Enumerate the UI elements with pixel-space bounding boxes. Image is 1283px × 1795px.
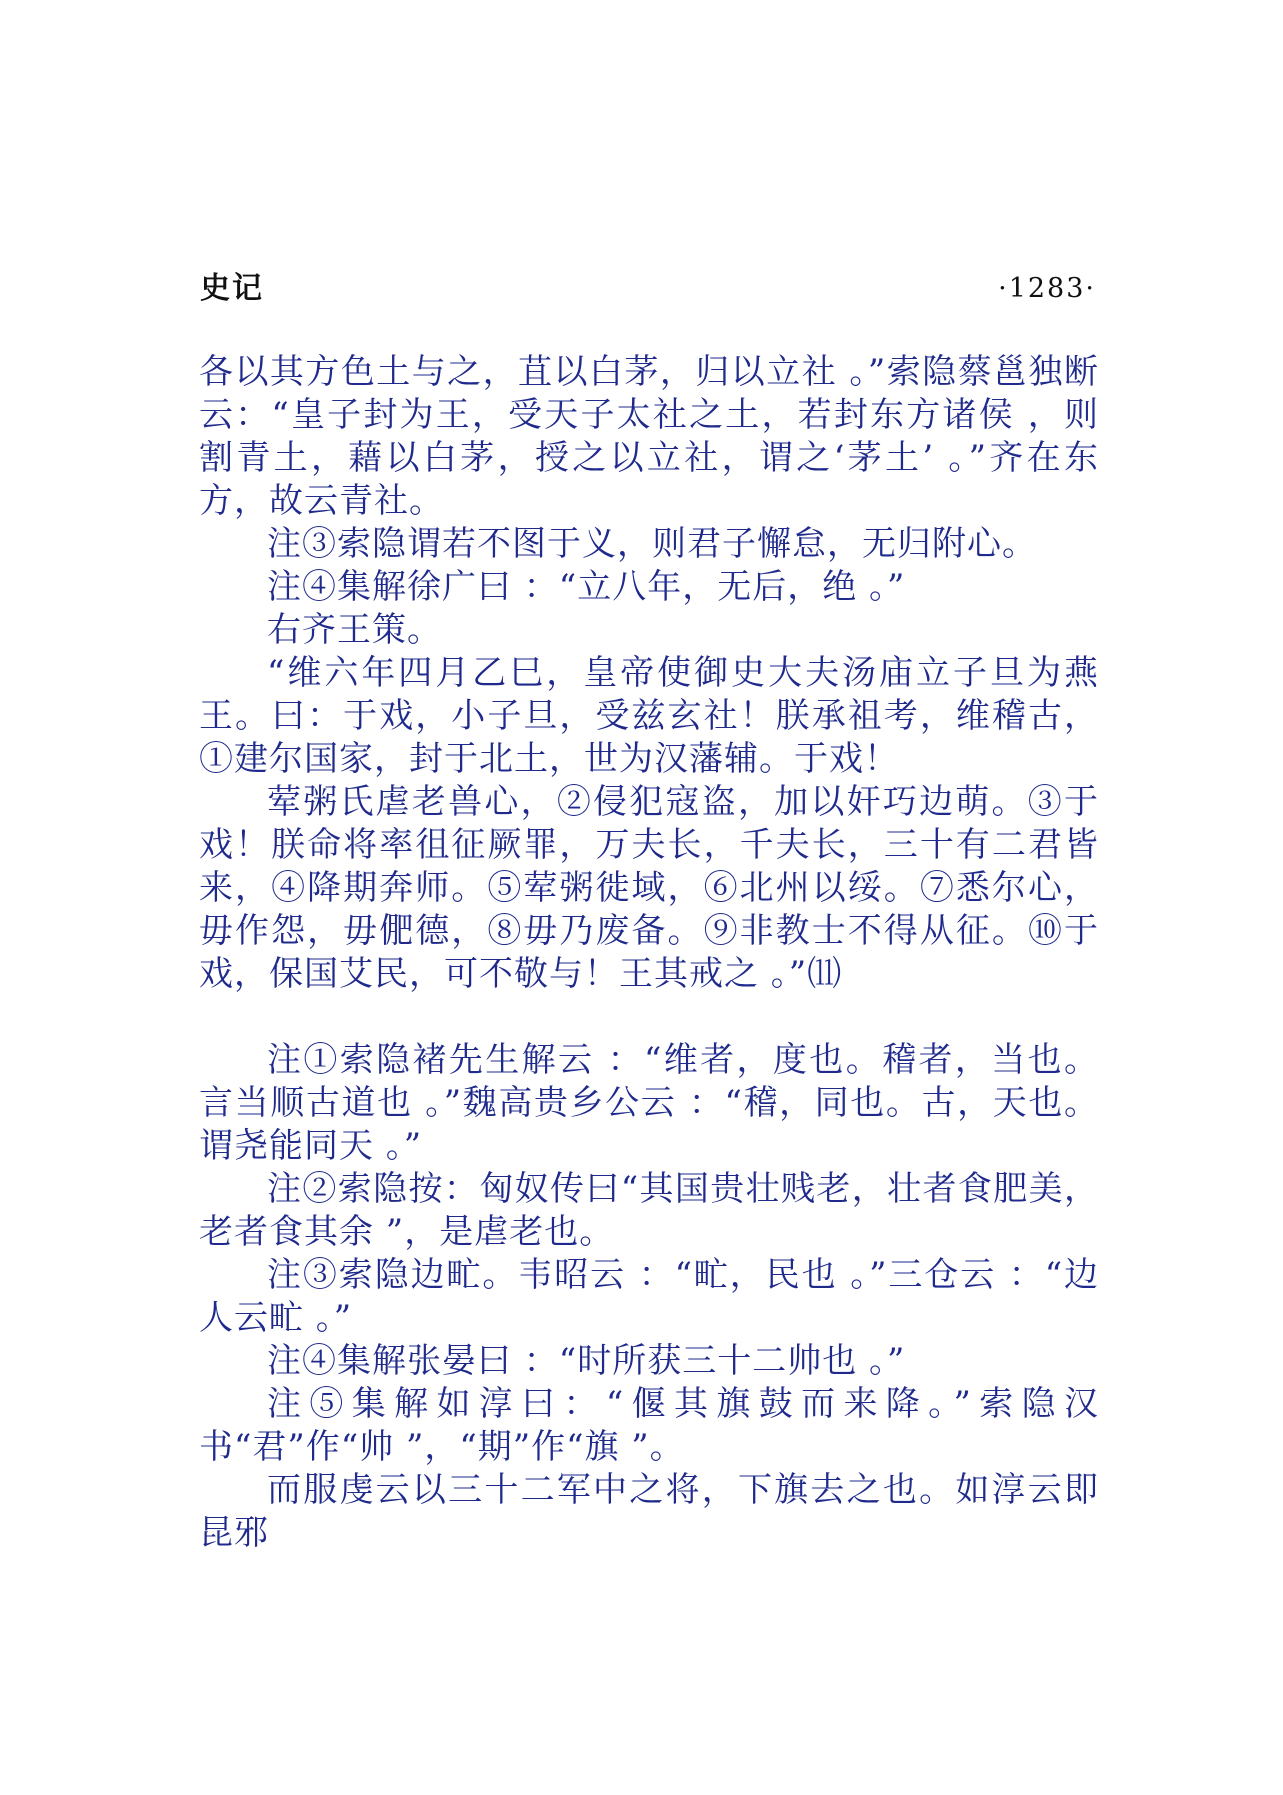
section-end-qi: 右齐王策。: [267, 610, 442, 650]
note-3-yan: 注③索隐边甿。韦昭云 ：“甿，民也 。”三仓云 ：“边人云甿 。”: [199, 1255, 1099, 1338]
yan-decree-part-1: “维六年四月乙巳，皇帝使御史大夫汤庙立子旦为燕王。曰：于戏，小子旦，受兹玄社！朕承祖考，维稽古，①建尔国家，封于北土，世为汉藩辅。于戏！: [199, 653, 1099, 779]
note-4-qi: 注④集解徐广曰 ：“立八年，无后，绝 。”: [267, 567, 906, 607]
body-text: [199, 351, 1099, 1555]
page-header: [200, 267, 1096, 311]
paragraph-continuation: 各以其方色土与之，苴以白茅，归以立社 。”索隐蔡邕独断云：“皇子封为王，受天子太社之土，若封东方诸侯 ，则割青土，藉以白茅，授之以立社，谓之‘茅土’ 。”齐在东方，故云青社。: [199, 352, 1099, 521]
paragraph-gap: [199, 996, 1099, 1039]
note-5-yan: 注⑤集解如淳曰：“偃其旗鼓而来降。”索隐汉书“君”作“帅 ”，“期”作“旗 ”。: [199, 1384, 1099, 1467]
book-title: 史记: [200, 271, 264, 306]
note-1-yan: 注①索隐褚先生解云 ：“维者，度也。稽者，当也。言当顺古道也 。”魏高贵乡公云 ：“稽，同也。古，天也。谓尧能同天 。”: [199, 1040, 1099, 1166]
page-number: ·1283·: [998, 273, 1096, 304]
note-5-continuation: 而服虔云以三十二军中之将，下旗去之也。如淳云即昆邪: [199, 1470, 1099, 1553]
yan-decree-part-2: 荤粥氏虐老兽心，②侵犯寇盗，加以奸巧边萌。③于戏！朕命将率徂征厥罪，万夫长，千夫长，三十有二君皆来，④降期奔师。⑤荤粥徙域，⑥北州以绥。⑦悉尔心，毋作怨，毋俷德，⑧毋乃废备。⑨非教士不得从征。⑩于戏，保国艾民，可不敬与！王其戒之 。”⑾: [199, 782, 1099, 994]
note-3-qi: 注③索隐谓若不图于义，则君子懈怠，无归附心。: [267, 524, 1037, 564]
note-4-yan: 注④集解张晏曰 ：“时所获三十二帅也 。”: [267, 1341, 906, 1381]
note-2-yan: 注②索隐按：匈奴传曰“其国贵壮贱老，壮者食肥美，老者食其余 ”，是虐老也。: [199, 1169, 1099, 1252]
